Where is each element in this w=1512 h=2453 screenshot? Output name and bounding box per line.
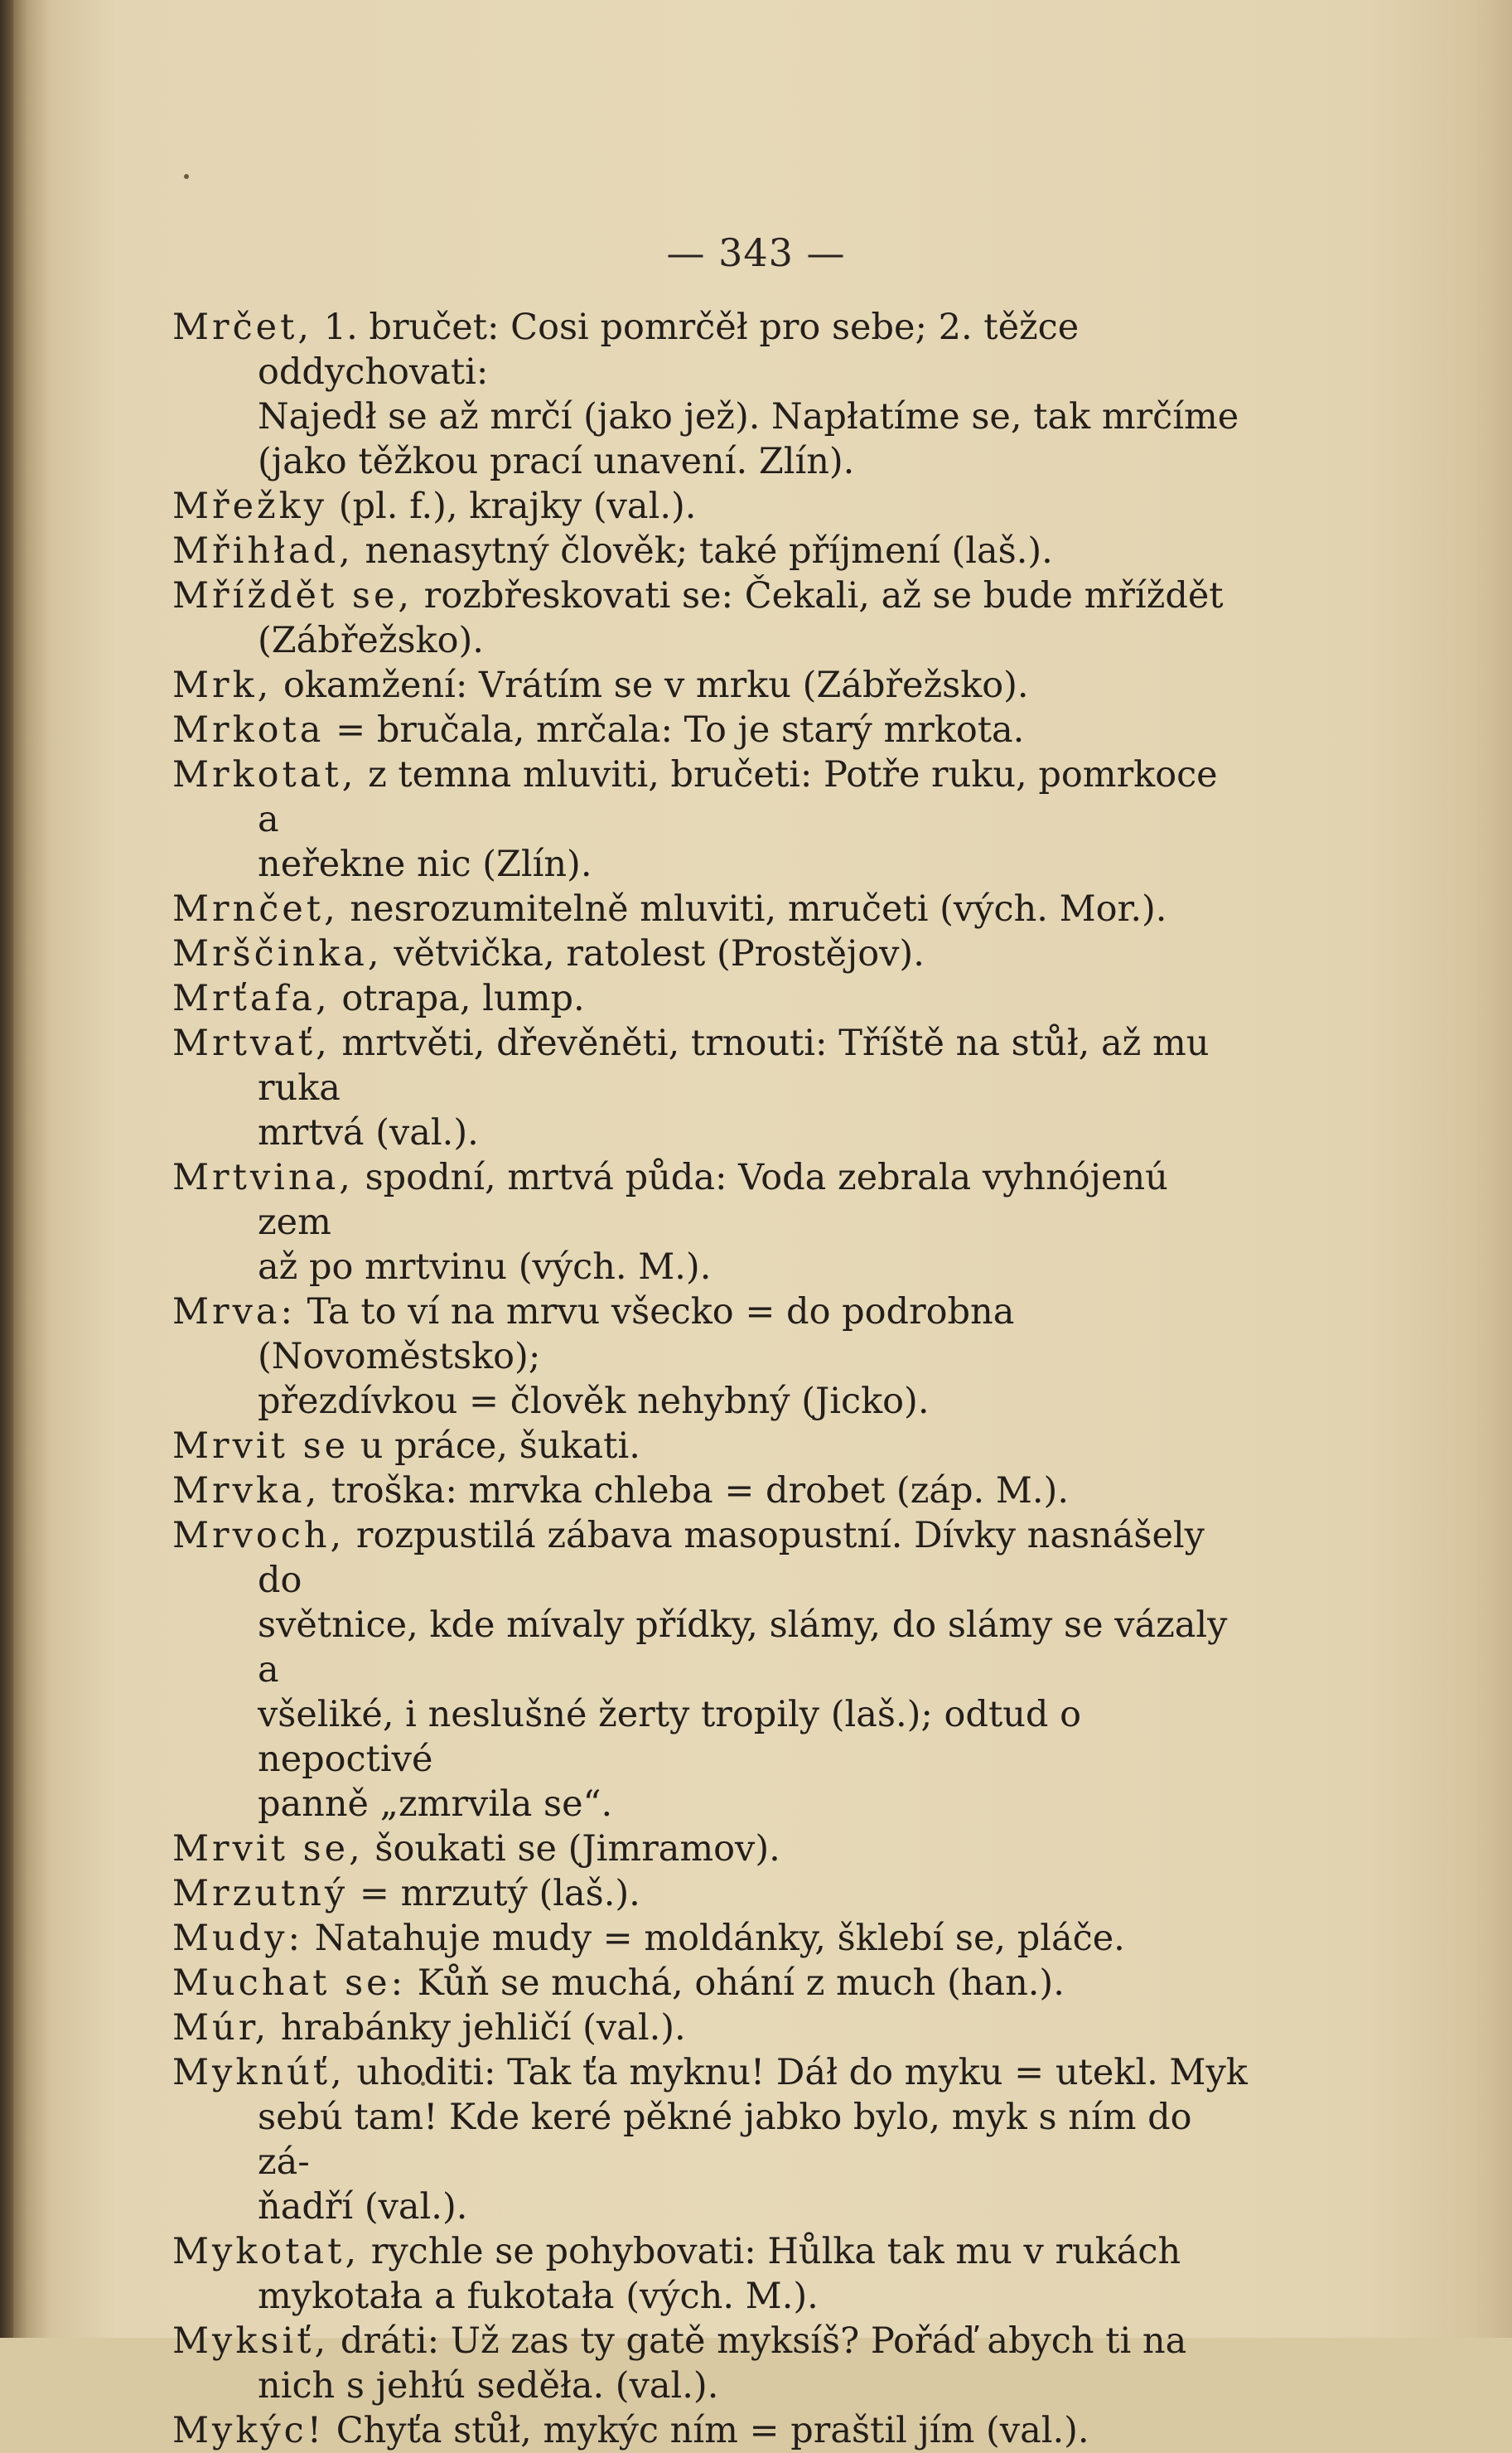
entry-headword: Mrkotat, bbox=[172, 754, 357, 796]
entry-line: mrtvěti, dřevěněti, trnouti: Tříště na stůł, až mu ruka bbox=[258, 1023, 1210, 1109]
entry-line: u práce, šukati. bbox=[349, 1425, 640, 1467]
dictionary-entry bbox=[172, 529, 1249, 573]
entry-headword: Mrvit se bbox=[172, 1425, 350, 1467]
entry-line: nesrozumitelně mluviti, mručeti (vých. Mor.). bbox=[338, 888, 1167, 930]
entry-line: všeliké, i neslušné žerty tropily (laš.); odtud o nepoctivé bbox=[258, 1694, 1082, 1780]
dictionary-entry bbox=[172, 1468, 1249, 1513]
entry-headword: Mrva: bbox=[172, 1291, 296, 1333]
entry-headword: Mrnčet, bbox=[172, 888, 339, 930]
dictionary-entry bbox=[172, 663, 1249, 708]
entry-line: spodní, mrtvá půda: Voda zebrala vyhnójenú zem bbox=[258, 1157, 1168, 1243]
entry-headword: Mykotat, bbox=[172, 2231, 360, 2272]
entry-line: ňadří (val.). bbox=[258, 2186, 468, 2228]
entry-line: otrapa, lump. bbox=[330, 978, 585, 1019]
dictionary-entry bbox=[172, 708, 1249, 752]
dictionary-entry bbox=[172, 1916, 1249, 1961]
entry-line: okamžení: Vrátím se v mrku (Zábřežsko). bbox=[272, 665, 1029, 706]
entry-headword: Mřežky bbox=[172, 486, 328, 527]
entry-line: větvička, ratolest (Prostějov). bbox=[382, 933, 925, 975]
entry-line: mykotała a fukotała (vých. M.). bbox=[258, 2276, 819, 2317]
entry-headword: Mrťafa, bbox=[172, 978, 331, 1019]
entry-headword: Mrk, bbox=[172, 665, 273, 706]
dictionary-entry bbox=[172, 2229, 1249, 2319]
entry-headword: Mykýc! bbox=[172, 2410, 326, 2451]
entry-line: až po mrtvinu (vých. M.). bbox=[258, 1246, 712, 1288]
dictionary-entry bbox=[172, 1871, 1249, 1916]
entry-line: rychle se pohybovati: Hůlka tak mu v rukách bbox=[360, 2231, 1181, 2272]
entry-line: Chyťa stůł, mykýc ním = praštil jím (val.). bbox=[325, 2410, 1089, 2451]
entry-line: rozbřeskovati se: Čekali, až se bude mříždět bbox=[413, 575, 1224, 617]
entry-headword: Myknúť, bbox=[172, 2052, 345, 2093]
entry-line: nenasytný člověk; také příjmení (laš.). bbox=[353, 530, 1053, 572]
dictionary-entry bbox=[172, 484, 1249, 529]
entry-headword: Myksiť, bbox=[172, 2320, 330, 2362]
dictionary-entry bbox=[172, 1513, 1249, 1826]
book-spine bbox=[0, 0, 13, 2338]
entry-line: (Zábřežsko). bbox=[258, 620, 484, 661]
entry-line: šoukati se (Jimramov). bbox=[363, 1828, 780, 1870]
speck bbox=[184, 174, 189, 179]
entry-headword: Mrvoch, bbox=[172, 1515, 345, 1556]
entry-line: Kůň se muchá, ohání z much (han.). bbox=[406, 1962, 1065, 2004]
entry-line: = mrzutý (laš.). bbox=[348, 1873, 640, 1914]
entry-line: = bručala, mrčala: To je starý mrkota. bbox=[324, 709, 1025, 751]
entry-headword: Mrvka, bbox=[172, 1470, 321, 1512]
entry-line: (jako těžkou prací unavení. Zlín). bbox=[258, 441, 855, 482]
dictionary-entry bbox=[172, 752, 1249, 887]
entry-headword: Muchat se: bbox=[172, 1962, 407, 2004]
entry-line: (pl. f.), krajky (val.). bbox=[327, 486, 697, 527]
dictionary-entry bbox=[172, 2050, 1249, 2229]
entry-line: nich s jehłú seděła. (val.). bbox=[258, 2365, 719, 2407]
dictionary-entry bbox=[172, 887, 1249, 931]
entry-line: troška: mrvka chleba = drobet (záp. M.). bbox=[320, 1470, 1070, 1512]
entry-headword: Mřihład, bbox=[172, 530, 354, 572]
dictionary-entry bbox=[172, 1021, 1249, 1155]
entry-line: světnice, kde mívaly přídky, slámy, do slámy se vázaly a bbox=[258, 1604, 1228, 1691]
entry-headword: Mříždět se, bbox=[172, 575, 413, 617]
dictionary-entry bbox=[172, 2319, 1249, 2408]
entry-headword: Mrščinka, bbox=[172, 933, 383, 975]
entry-headword: Mrtvina, bbox=[172, 1157, 354, 1198]
dictionary-entry bbox=[172, 305, 1249, 484]
entry-line: z temna mluviti, bručeti: Potře ruku, pomrkoce a bbox=[258, 754, 1218, 840]
entry-line: neřekne nic (Zlín). bbox=[258, 844, 592, 885]
dictionary-entry bbox=[172, 2005, 1249, 2050]
entry-line: Natahuje mudy = moldánky, šklebí se, pláče. bbox=[303, 1918, 1125, 1959]
dictionary-entry bbox=[172, 1155, 1249, 1289]
entry-headword: Mrtvať, bbox=[172, 1023, 331, 1064]
page-number: — 343 — bbox=[666, 230, 846, 275]
entry-line: Ta to ví na mrvu všecko = do podrobna (Novoměstsko); bbox=[258, 1291, 1015, 1377]
dictionary-text bbox=[172, 305, 1249, 2453]
dictionary-entry bbox=[172, 976, 1249, 1021]
entry-line: panně „zmrvila se“. bbox=[258, 1783, 613, 1825]
dictionary-entry bbox=[172, 1826, 1249, 1871]
dictionary-entry bbox=[172, 1289, 1249, 1424]
entry-headword: Mrkota bbox=[172, 709, 325, 751]
dictionary-entry bbox=[172, 1424, 1249, 1468]
entry-headword: Mrzutný bbox=[172, 1873, 349, 1914]
entry-line: rozpustilá zábava masopustní. Dívky nasnášely do bbox=[258, 1515, 1205, 1601]
entry-line: sebú tam! Kde keré pěkné jabko bylo, myk s ním do zá- bbox=[258, 2097, 1192, 2183]
entry-line: dráti: Už zas ty gatě myksíš? Pořáď abych ti na bbox=[329, 2320, 1187, 2362]
entry-line: přezdívkou = člověk nehybný (Jicko). bbox=[258, 1381, 930, 1422]
entry-headword: Múr, bbox=[172, 2007, 270, 2049]
dictionary-entry bbox=[172, 573, 1249, 663]
entry-line: Najedł se až mrčí (jako jež). Napłatíme se, tak mrčíme bbox=[258, 396, 1239, 438]
dictionary-entry bbox=[172, 2408, 1249, 2453]
entry-headword: Mrvit se, bbox=[172, 1828, 364, 1870]
entry-line: uhoditi: Tak ťa myknu! Dáł do myku = utekl. Myk bbox=[345, 2052, 1248, 2093]
entry-headword: Mudy: bbox=[172, 1918, 304, 1959]
entry-line: mrtvá (val.). bbox=[258, 1112, 479, 1154]
entry-line: hrabánky jehličí (val.). bbox=[269, 2007, 686, 2049]
dictionary-entry bbox=[172, 931, 1249, 976]
entry-line: 1. bručet: Cosi pomrčěł pro sebe; 2. těžce oddychovati: bbox=[258, 307, 1080, 393]
dictionary-entry bbox=[172, 1961, 1249, 2005]
entry-headword: Mrčet, bbox=[172, 307, 313, 348]
